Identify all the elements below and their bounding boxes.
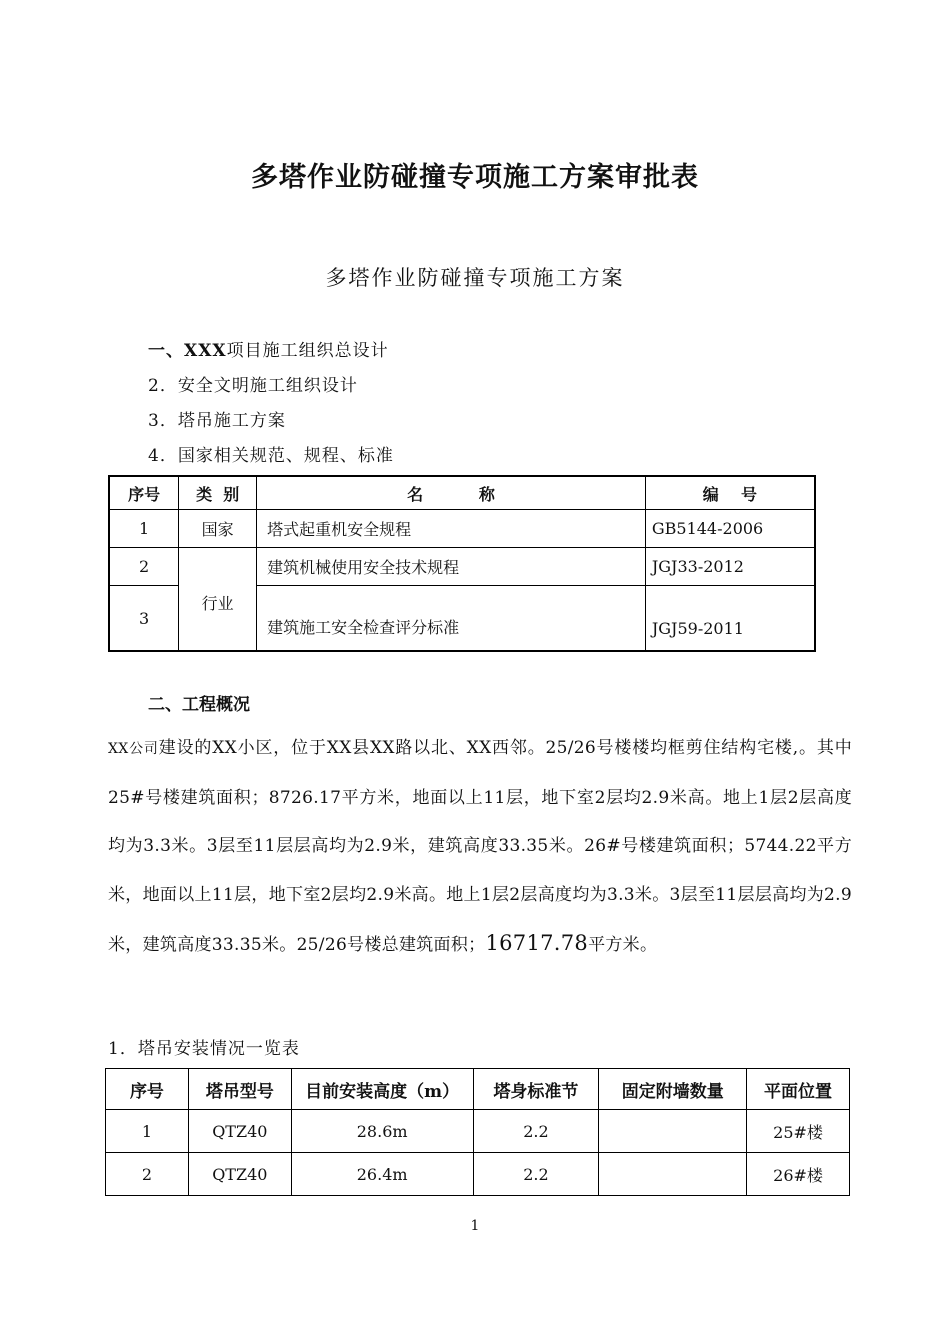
overview-paragraph (108, 724, 852, 970)
overview-text: 建设的XX小区，位于XX县XX路以北、XX西邻。25/26号楼楼均框剪住结构宅楼,。其中25#号楼建筑面积；8726.17平方米，地面以上11层，地下室2层均2.9米高。地上1层2层高度均为3.3米。3层至11层层高均为2.9米，建筑高度33.35米。26#号楼建筑面积；5744.22平方米，地面以上11层，地下室2层均2.9米高。地上1层2层高度均为3.3米。3层至11层层高均为2.9米，建筑高度33.35米。25/26号楼总建筑面积； (108, 738, 852, 955)
header-category: 类 别 (179, 476, 257, 510)
table-header-row (109, 476, 815, 510)
basis-item-1-text: 项目施工组织总设计 (226, 341, 389, 361)
row-code: JGJ33-2012 (645, 548, 815, 586)
table-row (109, 510, 815, 548)
cell-model: QTZ40 (188, 1110, 291, 1153)
basis-item-1 (148, 336, 389, 361)
crane-header-no: 序号 (106, 1069, 189, 1110)
table-row (106, 1110, 850, 1153)
total-area: 16717.78 (485, 931, 589, 955)
header-no: 序号 (109, 476, 179, 510)
cell-no: 2 (106, 1153, 189, 1196)
crane-header-height: 目前安装高度（m） (291, 1069, 473, 1110)
table-row (109, 548, 815, 586)
cell-position: 26#楼 (747, 1153, 850, 1196)
basis-item-3: 3．塔吊施工方案 (148, 411, 286, 431)
section-title-overview: 二、工程概况 (148, 695, 250, 715)
cell-section: 2.2 (473, 1110, 599, 1153)
table-header-row (106, 1069, 850, 1110)
row-code: GB5144-2006 (645, 510, 815, 548)
cell-section: 2.2 (473, 1153, 599, 1196)
crane-list-title: 1．塔吊安装情况一览表 (108, 1039, 300, 1059)
row-category: 行业 (179, 548, 257, 652)
page-number: 1 (470, 1218, 480, 1234)
row-name: 塔式起重机安全规程 (257, 510, 646, 548)
area-unit: 平方米。 (588, 935, 658, 955)
cell-no: 1 (106, 1110, 189, 1153)
row-name: 建筑施工安全检查评分标准 (257, 586, 646, 652)
basis-item-4: 4．国家相关规范、规程、标准 (148, 446, 394, 466)
row-no: 1 (109, 510, 179, 548)
crane-header-model: 塔吊型号 (188, 1069, 291, 1110)
basis-item-2: 2．安全文明施工组织设计 (148, 376, 358, 396)
cell-model: QTZ40 (188, 1153, 291, 1196)
cell-position: 25#楼 (747, 1110, 850, 1153)
crane-table (105, 1068, 850, 1196)
header-code: 编 号 (645, 476, 815, 510)
company-name: XX公司 (108, 741, 159, 757)
cell-height: 28.6m (291, 1110, 473, 1153)
plan-subtitle: 多塔作业防碰撞专项施工方案 (325, 266, 625, 290)
crane-header-position: 平面位置 (747, 1069, 850, 1110)
crane-header-section: 塔身标准节 (473, 1069, 599, 1110)
row-no: 2 (109, 548, 179, 586)
table-row (106, 1153, 850, 1196)
standards-table (108, 475, 816, 652)
row-category: 国家 (179, 510, 257, 548)
document-title: 多塔作业防碰撞专项施工方案审批表 (251, 162, 699, 193)
cell-anchors (599, 1110, 747, 1153)
row-no: 3 (109, 586, 179, 652)
row-code: JGJ59-2011 (645, 586, 815, 652)
header-name: 名 称 (257, 476, 646, 510)
cell-height: 26.4m (291, 1153, 473, 1196)
basis-item-1-prefix: 一、XXX (148, 341, 227, 361)
crane-header-anchors: 固定附墙数量 (599, 1069, 747, 1110)
row-name: 建筑机械使用安全技术规程 (257, 548, 646, 586)
cell-anchors (599, 1153, 747, 1196)
